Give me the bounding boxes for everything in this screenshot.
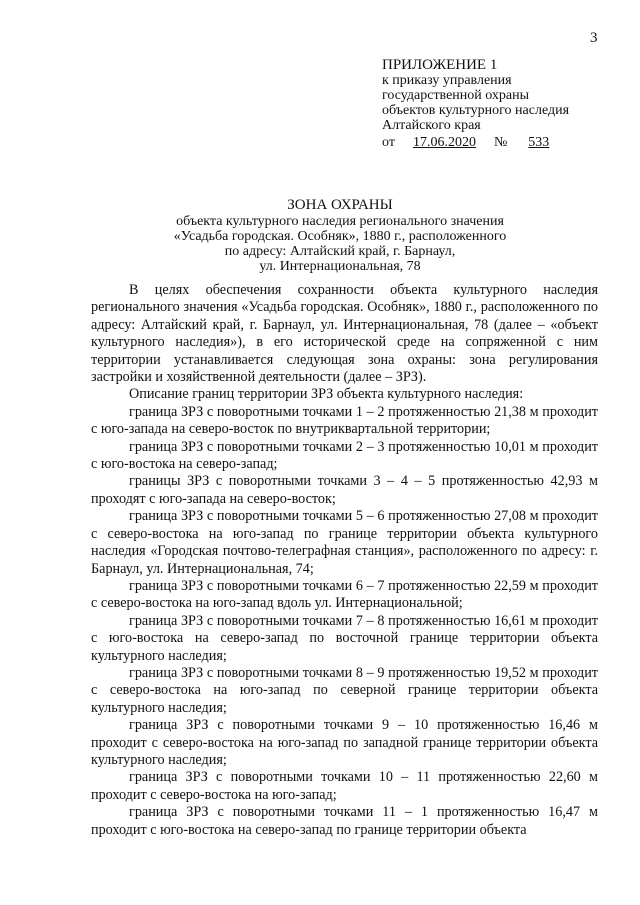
appendix-header (382, 58, 569, 133)
order-prefix: от (382, 135, 395, 150)
body-paragraph: граница ЗРЗ с поворотными точками 8 – 9 протяженностью 19,52 м проходит с северо-востока на юго-запад по северной границе территории объекта культурного наследия; (91, 664, 598, 716)
appendix-heading: ПРИЛОЖЕНИЕ 1 (382, 57, 498, 73)
body-paragraph: граница ЗРЗ с поворотными точками 11 – 1 протяженностью 16,47 м проходит с юго-востока на северо-запад по границе территории объекта (91, 804, 598, 838)
body-paragraph: граница ЗРЗ с поворотными точками 7 – 8 протяженностью 16,61 м проходит с юго-востока на северо-запад по восточной границе территории объекта культурного наследия; (91, 612, 598, 664)
body-paragraph: границы ЗРЗ с поворотными точками 3 – 4 – 5 протяженностью 42,93 м проходят с юго-запада на северо-восток; (91, 473, 598, 507)
order-date: 17.06.2020 (412, 135, 476, 150)
appendix-line: объектов культурного наследия (382, 103, 570, 118)
body-paragraph: граница ЗРЗ с поворотными точками 1 – 2 протяженностью 21,38 м проходит с юго-запада на северо-восток по внутриквартальной территории; (91, 403, 598, 438)
title-line: по адресу: Алтайский край, г. Барнаул, (224, 244, 456, 259)
title-line: ул. Интернациональная, 78 (259, 259, 421, 274)
body-paragraph: граница ЗРЗ с поворотными точками 5 – 6 протяженностью 27,08 м проходит с северо-востока на юго-запад по границе территории объекта культурного наследия «Городская почтово-телеграфная станция», расположенного по адресу: г. Барнаул, ул. Интернациональная, 74; (91, 508, 598, 577)
body-paragraph: В целях обеспечения сохранности объекта культурного наследия регионального значения «Усадьба городская. Особняк», 1880 г., расположенного по адресу: Алтайский край, г. Барнаул, ул. Интернациональная, 78 (далее – «объект культурного наследия»), в его исторической среде на сопряженной с ним территории устанавливается следующая зона охраны: зона регулирования застройки и хозяйственной деятельности (далее – ЗРЗ). (91, 282, 598, 386)
appendix-line: к приказу управления (382, 73, 512, 88)
order-reference (382, 135, 567, 151)
body-paragraph: граница ЗРЗ с поворотными точками 2 – 3 протяженностью 10,01 м проходит с юго-востока на северо-запад; (91, 438, 598, 473)
page-number: 3 (590, 30, 598, 46)
order-number-sign: № (493, 135, 508, 150)
title-line: «Усадьба городская. Особняк», 1880 г., расположенного (173, 229, 507, 244)
appendix-line: государственной охраны (382, 88, 530, 103)
document-title (140, 198, 540, 274)
appendix-line: Алтайского края (382, 118, 481, 133)
body-paragraph: граница ЗРЗ с поворотными точками 6 – 7 протяженностью 22,59 м проходит с северо-востока на юго-запад вдоль ул. Интернациональной; (91, 577, 598, 612)
title-line: объекта культурного наследия регионального значения (176, 214, 504, 229)
body-paragraph: Описание границ территории ЗРЗ объекта культурного наследия: (129, 386, 524, 403)
order-number: 533 (528, 135, 550, 150)
body-paragraph: граница ЗРЗ с поворотными точками 10 – 11 протяженностью 22,60 м проходит с северо-востока на юго-запад; (91, 769, 598, 803)
body-paragraph: граница ЗРЗ с поворотными точками 9 – 10 протяженностью 16,46 м проходит с северо-востока на юго-запад по западной границе территории объекта культурного наследия; (91, 717, 598, 768)
document-body (91, 282, 598, 839)
title-main: ЗОНА ОХРАНЫ (287, 197, 393, 213)
